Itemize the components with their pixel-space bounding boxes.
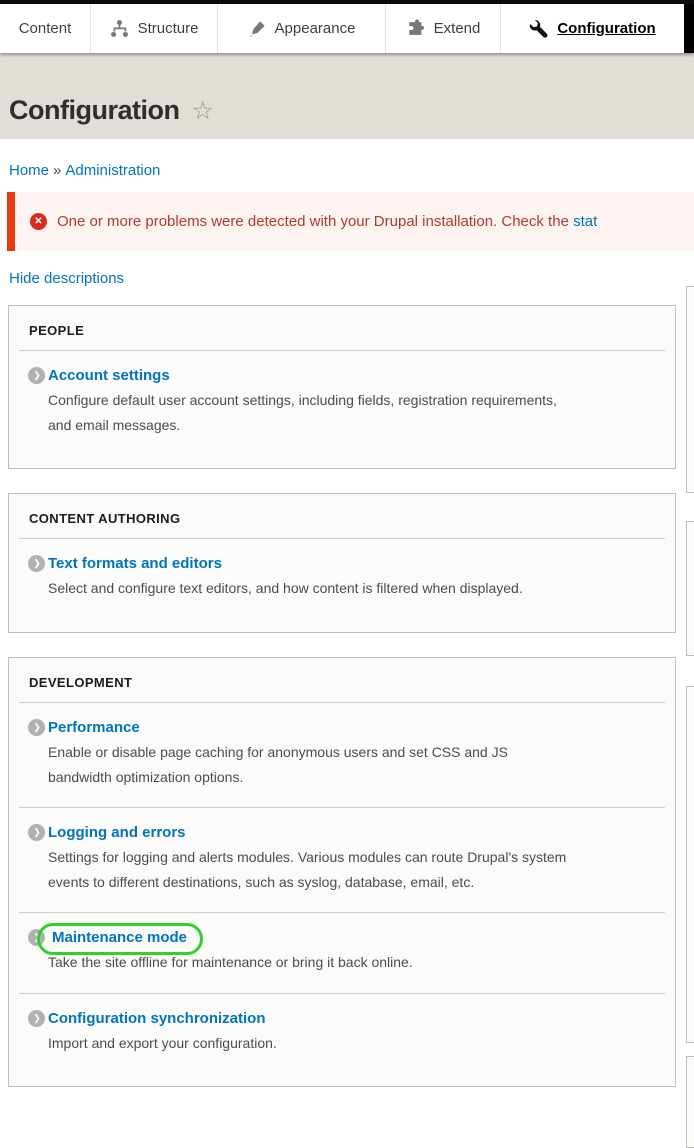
chevron-right-icon: ❯ xyxy=(28,824,45,841)
status-report-link[interactable]: stat xyxy=(573,213,598,230)
list-item-configuration-synchronization xyxy=(19,993,665,1073)
breadcrumb-home-link[interactable]: Home xyxy=(9,162,50,179)
right-column-panel xyxy=(686,686,694,1043)
tab-appearance[interactable] xyxy=(217,4,385,53)
sitemap-icon xyxy=(110,19,129,38)
logging-errors-description: Settings for logging and alerts modules. Various modules can route Drupal's system events to different destinations, such as syslog, database, email, etc. xyxy=(48,848,567,891)
performance-link[interactable]: Performance xyxy=(48,718,140,736)
panel-people-title: PEOPLE xyxy=(29,323,85,338)
logging-errors-link[interactable]: Logging and errors xyxy=(48,823,186,841)
panel-development xyxy=(8,657,676,1087)
list-item-account-settings xyxy=(9,351,675,455)
tab-structure-label: Structure xyxy=(137,20,199,37)
page-title: Configuration xyxy=(9,94,180,125)
breadcrumb-administration-link[interactable]: Administration xyxy=(65,162,161,179)
hide-descriptions-link[interactable]: Hide descriptions xyxy=(9,270,125,287)
paintbrush-icon xyxy=(248,20,266,38)
list-item-performance xyxy=(9,703,675,807)
text-formats-link[interactable]: Text formats and editors xyxy=(48,555,222,573)
tab-content-label: Content xyxy=(18,20,72,37)
panel-people xyxy=(8,305,676,469)
wrench-icon xyxy=(528,19,548,39)
tab-appearance-label: Appearance xyxy=(274,20,356,37)
list-item-logging-errors xyxy=(19,807,665,912)
admin-toolbar-tabs xyxy=(0,4,684,53)
right-column-panel xyxy=(686,1056,694,1148)
chevron-right-icon: ❯ xyxy=(28,929,45,946)
configuration-synchronization-link[interactable]: Configuration synchronization xyxy=(48,1009,266,1027)
tab-configuration-label: Configuration xyxy=(557,20,656,37)
configuration-synchronization-description: Import and export your configuration. xyxy=(48,1034,277,1051)
right-column-panel xyxy=(686,521,694,656)
chevron-right-icon: ❯ xyxy=(28,367,45,384)
puzzle-icon xyxy=(406,19,425,38)
error-message: One or more problems were detected with your Drupal installation. Check the stat xyxy=(57,213,598,230)
tab-configuration[interactable] xyxy=(500,4,683,53)
chevron-right-icon: ❯ xyxy=(28,719,45,736)
panel-development-title: DEVELOPMENT xyxy=(29,674,133,690)
chevron-right-icon: ❯ xyxy=(28,555,45,572)
maintenance-mode-description: Take the site offline for maintenance or bring it back online. xyxy=(48,954,413,971)
account-settings-description: Configure default user account settings, including fields, registration requirements, and email messages. xyxy=(48,392,557,434)
tab-extend-label: Extend xyxy=(433,20,481,37)
tab-content[interactable] xyxy=(0,4,90,53)
text-formats-description: Select and configure text editors, and how content is filtered when displayed. xyxy=(48,580,523,597)
tab-structure[interactable] xyxy=(90,4,217,53)
config-panels-column xyxy=(8,305,676,1087)
panel-content-authoring xyxy=(8,493,676,632)
list-item-maintenance-mode xyxy=(19,912,665,992)
breadcrumb xyxy=(0,139,694,192)
account-settings-link[interactable]: Account settings xyxy=(48,367,170,384)
content-area xyxy=(0,305,694,1087)
admin-toolbar xyxy=(0,4,694,53)
breadcrumb-separator: » xyxy=(53,162,62,179)
maintenance-mode-link[interactable]: Maintenance mode xyxy=(52,929,188,947)
chevron-right-icon: ❯ xyxy=(28,1010,45,1027)
performance-description: Enable or disable page caching for anonymous users and set CSS and JS bandwidth optimization options. xyxy=(48,743,508,785)
favorite-star-icon[interactable]: ☆ xyxy=(191,96,214,125)
error-icon: ✕ xyxy=(30,213,47,230)
list-item-text-formats xyxy=(9,539,675,618)
error-alert xyxy=(7,192,694,251)
right-column-panel xyxy=(686,286,694,493)
tab-extend[interactable] xyxy=(385,4,500,53)
page-header xyxy=(0,53,694,139)
panel-content-authoring-title: CONTENT AUTHORING xyxy=(29,511,181,527)
